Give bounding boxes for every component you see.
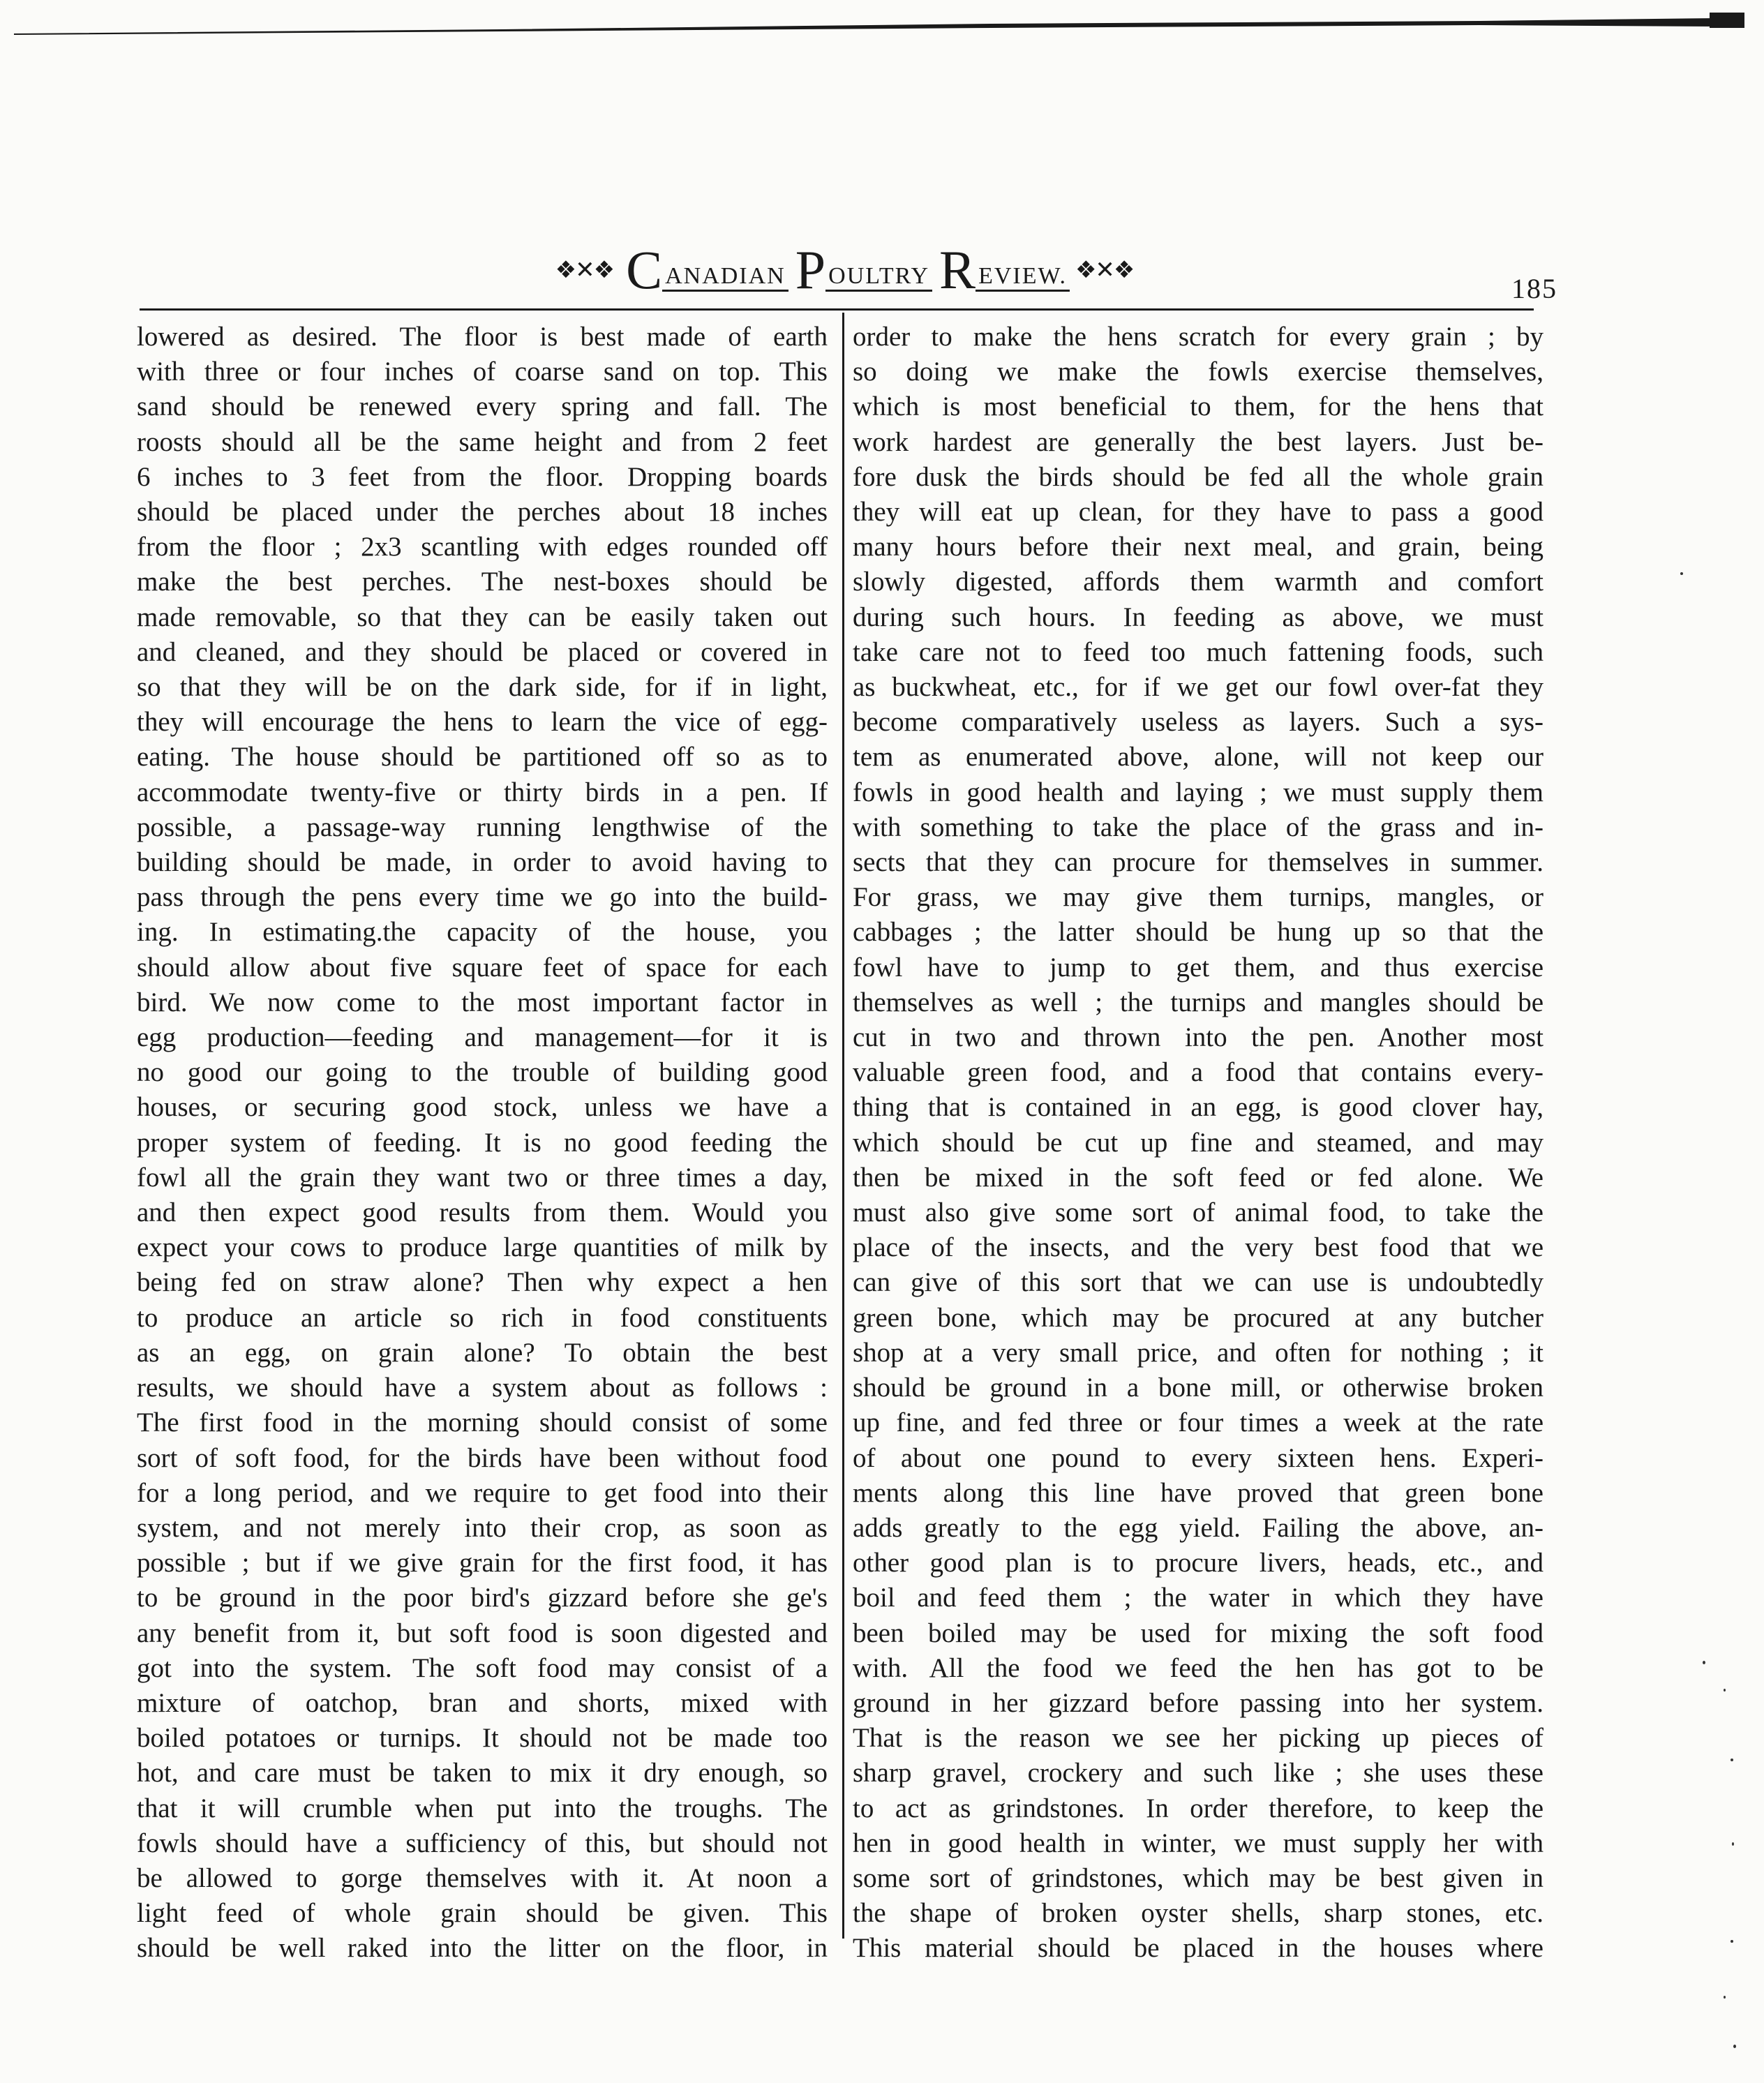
text-line: green bone, which may be procured at any butcher	[853, 1302, 1544, 1333]
text-line: fowls in good health and laying ; we must supply them	[853, 777, 1544, 807]
ornament-left-icon: ❖✕❖	[555, 256, 614, 284]
left-column	[137, 320, 828, 1966]
text-line: ments along this line have proved that green bone	[853, 1477, 1544, 1508]
text-line: make the best perches. The nest-boxes should be	[137, 567, 828, 597]
text-line: some sort of grindstones, which may be best given in	[853, 1862, 1544, 1893]
text-line: and cleaned, and they should be placed or covered in	[137, 636, 828, 667]
scan-speck	[1724, 1996, 1726, 1999]
header-rule	[140, 308, 1534, 311]
text-line: ing. In estimating.the capacity of the house, you	[137, 917, 828, 948]
text-line: place of the insects, and the very best food that we	[853, 1232, 1544, 1263]
text-line: mixture of oatchop, bran and shorts, mixed with	[137, 1687, 828, 1718]
masthead	[555, 239, 1134, 300]
scan-speck	[1703, 1661, 1705, 1664]
text-line: then be mixed in the soft feed or fed alone. We	[853, 1162, 1544, 1193]
text-line: shop at a very small price, and often for nothing ; it	[853, 1337, 1544, 1368]
text-line: lowered as desired. The floor is best made of earth	[137, 322, 828, 352]
masthead-title	[619, 239, 1070, 300]
text-line: adds greatly to the egg yield. Failing the above, an-	[853, 1512, 1544, 1543]
text-line: work hardest are generally the best layers. Just be-	[853, 426, 1544, 457]
text-line: with. All the food we feed the hen has got to be	[853, 1652, 1544, 1683]
column-divider	[842, 313, 844, 1939]
text-line: proper system of feeding. It is no good feeding the	[137, 1127, 828, 1158]
text-line: accommodate twenty-five or thirty birds in a pen. If	[137, 777, 828, 807]
text-line: ground in her gizzard before passing into her system.	[853, 1687, 1544, 1718]
text-line: possible ; but if we give grain for the first food, it has	[137, 1548, 828, 1578]
text-line: eating. The house should be partitioned off so as to	[137, 742, 828, 772]
scan-speck	[1733, 2045, 1736, 2048]
text-line: possible, a passage-way running lengthwise of the	[137, 812, 828, 842]
text-line: bird. We now come to the most important factor in	[137, 987, 828, 1017]
text-line: no good our going to the trouble of building good	[137, 1057, 828, 1088]
text-line: should be well raked into the litter on the floor, in	[137, 1933, 828, 1964]
text-line: up fine, and fed three or four times a week at the rate	[853, 1408, 1544, 1438]
text-line: made removable, so that they can be easily taken out	[137, 602, 828, 632]
text-line: they will eat up clean, for they have to pass a good	[853, 497, 1544, 528]
text-line: 6 inches to 3 feet from the floor. Dropping boards	[137, 461, 828, 492]
scan-speck	[1731, 1940, 1733, 1943]
text-line: with something to take the place of the grass and in-	[853, 812, 1544, 842]
text-line: to produce an article so rich in food constituents	[137, 1302, 828, 1333]
text-line: hot, and care must be taken to mix it dry enough, so	[137, 1758, 828, 1789]
text-line: should be placed under the perches about 18 inches	[137, 497, 828, 528]
text-line: other good plan is to procure livers, heads, etc., and	[853, 1548, 1544, 1578]
text-line: sand should be renewed every spring and fall. The	[137, 391, 828, 422]
text-line: cut in two and thrown into the pen. Another most	[853, 1022, 1544, 1053]
text-line: sort of soft food, for the birds have been without food	[137, 1442, 828, 1473]
text-line: take care not to feed too much fattening foods, such	[853, 636, 1544, 667]
text-line: egg production—feeding and management—for it is	[137, 1022, 828, 1053]
text-line: as an egg, on grain alone? To obtain the best	[137, 1337, 828, 1368]
masthead-word-canadian: ANADIAN	[662, 264, 788, 292]
text-line: boiled potatoes or turnips. It should not be made too	[137, 1723, 828, 1754]
masthead-initial-c: C	[626, 239, 663, 300]
text-line: got into the system. The soft food may consist of a	[137, 1652, 828, 1683]
text-line: fowl have to jump to get them, and thus exercise	[853, 952, 1544, 983]
text-line: light feed of whole grain should be given. This	[137, 1898, 828, 1929]
text-line: and then expect good results from them. Would you	[137, 1197, 828, 1228]
text-line: been boiled may be used for mixing the soft food	[853, 1618, 1544, 1648]
text-line: valuable green food, and a food that contains every-	[853, 1057, 1544, 1088]
text-line: tem as enumerated above, alone, will not keep our	[853, 742, 1544, 772]
text-line: building should be made, in order to avoid having to	[137, 847, 828, 878]
text-line: during such hours. In feeding as above, we must	[853, 602, 1544, 632]
text-line: as buckwheat, etc., for if we get our fowl over-fat they	[853, 672, 1544, 703]
text-line: should allow about five square feet of space for each	[137, 952, 828, 983]
text-line: For grass, we may give them turnips, mangles, or	[853, 882, 1544, 913]
scan-top-edge	[14, 10, 1744, 35]
text-line: to be ground in the poor bird's gizzard before she ge's	[137, 1583, 828, 1613]
scan-speck	[1680, 572, 1683, 575]
text-line: That is the reason we see her picking up pieces of	[853, 1723, 1544, 1754]
text-line: fowls should have a sufficiency of this, but should not	[137, 1828, 828, 1858]
text-line: which should be cut up fine and steamed, and may	[853, 1127, 1544, 1158]
text-line: which is most beneficial to them, for the hens that	[853, 391, 1544, 422]
masthead-initial-r: R	[939, 239, 976, 300]
text-line: pass through the pens every time we go into the build-	[137, 882, 828, 913]
text-line: slowly digested, affords them warmth and comfort	[853, 567, 1544, 597]
text-line: sects that they can procure for themselves in summer.	[853, 847, 1544, 878]
text-line: with three or four inches of coarse sand on top. This	[137, 357, 828, 387]
text-line: expect your cows to produce large quantities of milk by	[137, 1232, 828, 1263]
text-line: become comparatively useless as layers. Such a sys-	[853, 707, 1544, 738]
text-line: results, we should have a system about as follows :	[137, 1373, 828, 1403]
text-line: be allowed to gorge themselves with it. At noon a	[137, 1862, 828, 1893]
text-line: order to make the hens scratch for every grain ; by	[853, 322, 1544, 352]
text-line: of about one pound to every sixteen hens. Experi-	[853, 1442, 1544, 1473]
text-line: fore dusk the birds should be fed all the whole grain	[853, 461, 1544, 492]
text-line: The first food in the morning should consist of some	[137, 1408, 828, 1438]
text-line: from the floor ; 2x3 scantling with edges rounded off	[137, 532, 828, 562]
text-line: so doing we make the fowls exercise themselves,	[853, 357, 1544, 387]
text-line: themselves as well ; the turnips and mangles should be	[853, 987, 1544, 1017]
text-line: This material should be placed in the houses where	[853, 1933, 1544, 1964]
right-column	[853, 320, 1544, 1966]
ornament-right-icon: ❖✕❖	[1075, 256, 1134, 284]
scan-speck	[1724, 1689, 1726, 1692]
text-line: boil and feed them ; the water in which they have	[853, 1583, 1544, 1613]
text-line: to act as grindstones. In order therefore, to keep the	[853, 1793, 1544, 1823]
text-line: sharp gravel, crockery and such like ; she uses these	[853, 1758, 1544, 1789]
text-line: houses, or securing good stock, unless we have a	[137, 1092, 828, 1123]
scan-speck	[1731, 1759, 1733, 1761]
masthead-word-review: EVIEW.	[976, 264, 1070, 292]
text-line: being fed on straw alone? Then why expect a hen	[137, 1267, 828, 1298]
text-line: so that they will be on the dark side, for if in light,	[137, 672, 828, 703]
text-line: must also give some sort of animal food, to take the	[853, 1197, 1544, 1228]
text-line: should be ground in a bone mill, or otherwise broken	[853, 1373, 1544, 1403]
text-line: the shape of broken oyster shells, sharp stones, etc.	[853, 1898, 1544, 1929]
text-line: system, and not merely into their crop, as soon as	[137, 1512, 828, 1543]
text-line: can give of this sort that we can use is undoubtedly	[853, 1267, 1544, 1298]
masthead-initial-p: P	[795, 239, 826, 300]
text-line: hen in good health in winter, we must supply her with	[853, 1828, 1544, 1858]
page-number: 185	[1511, 273, 1557, 304]
text-line: for a long period, and we require to get food into their	[137, 1477, 828, 1508]
text-line: roosts should all be the same height and from 2 feet	[137, 426, 828, 457]
text-line: they will encourage the hens to learn the vice of egg-	[137, 707, 828, 738]
text-line: fowl all the grain they want two or three times a day,	[137, 1162, 828, 1193]
text-line: any benefit from it, but soft food is soon digested and	[137, 1618, 828, 1648]
masthead-word-poultry: OULTRY	[825, 264, 932, 292]
scan-speck	[1732, 1842, 1734, 1846]
text-line: many hours before their next meal, and grain, being	[853, 532, 1544, 562]
text-line: thing that is contained in an egg, is good clover hay,	[853, 1092, 1544, 1123]
text-line: that it will crumble when put into the troughs. The	[137, 1793, 828, 1823]
text-line: cabbages ; the latter should be hung up so that the	[853, 917, 1544, 948]
